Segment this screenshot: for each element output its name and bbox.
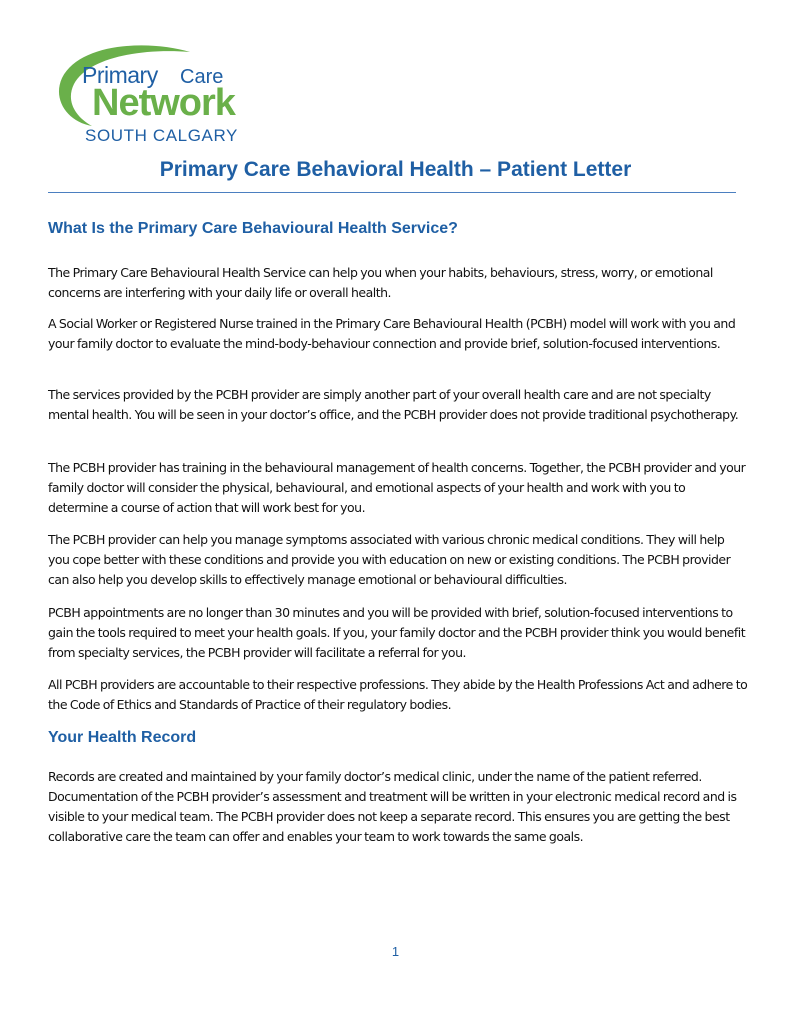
primary-care-network-logo xyxy=(40,38,250,148)
paragraph: PCBH appointments are no longer than 30 minutes and you will be provided with brief, solution-focused interventions to gain the tools required to meet your health goals. If you, your family doctor and the PCBH provider think you would benefit from specialty services, the PCBH provider will facilitate a referral for you. xyxy=(48,605,746,660)
paragraph: The PCBH provider has training in the behavioural management of health concerns. Together, the PCBH provider and your family doctor will consider the physical, behavioural, and emotional aspects of your health and work with you to determine a course of action that will work best for you. xyxy=(48,460,746,515)
logo-text-care: Care xyxy=(180,66,224,88)
paragraph: The Primary Care Behavioural Health Service can help you when your habits, behaviours, stress, worry, or emotional concerns are interfering with your daily life or overall health. xyxy=(48,265,713,300)
paragraph: Records are created and maintained by your family doctor’s medical clinic, under the name of the patient referred. Documentation of the PCBH provider’s assessment and treatment will be written in your electronic medical record and is visible to your medical team. The PCBH provider does not keep a separate record. This ensures you are getting the best collaborative care the team can offer and enables your team to work towards the same goals. xyxy=(48,769,737,844)
paragraph: The services provided by the PCBH provider are simply another part of your overall health care and are not specialty mental health. You will be seen in your doctor’s office, and the PCBH provider does not provide traditional psychotherapy. xyxy=(48,387,739,422)
document-title: Primary Care Behavioral Health – Patient Letter xyxy=(159,158,632,181)
logo-text-south-calgary: SOUTH CALGARY xyxy=(85,126,238,145)
paragraph: The PCBH provider can help you manage symptoms associated with various chronic medical conditions. They will help you cope better with these conditions and provide you with education on new or existing conditions. The PCBH provider can also help you develop skills to effectively manage emotional or behavioural difficulties. xyxy=(48,532,731,587)
section-heading-service: What Is the Primary Care Behavioural Health Service? xyxy=(48,220,458,237)
paragraph: All PCBH providers are accountable to their respective professions. They abide by the Health Professions Act and adhere to the Code of Ethics and Standards of Practice of their regulatory bodies. xyxy=(48,677,748,712)
logo-text-primary: Primary xyxy=(82,62,158,88)
page-number: 1 xyxy=(391,944,400,959)
title-divider xyxy=(48,192,736,193)
logo-text-network: Network xyxy=(92,82,235,124)
paragraph: A Social Worker or Registered Nurse trained in the Primary Care Behavioural Health (PCBH) model will work with you and your family doctor to evaluate the mind-body-behaviour connection and provide brief, solution-focused interventions. xyxy=(48,316,736,351)
section-heading-health-record: Your Health Record xyxy=(48,729,197,746)
